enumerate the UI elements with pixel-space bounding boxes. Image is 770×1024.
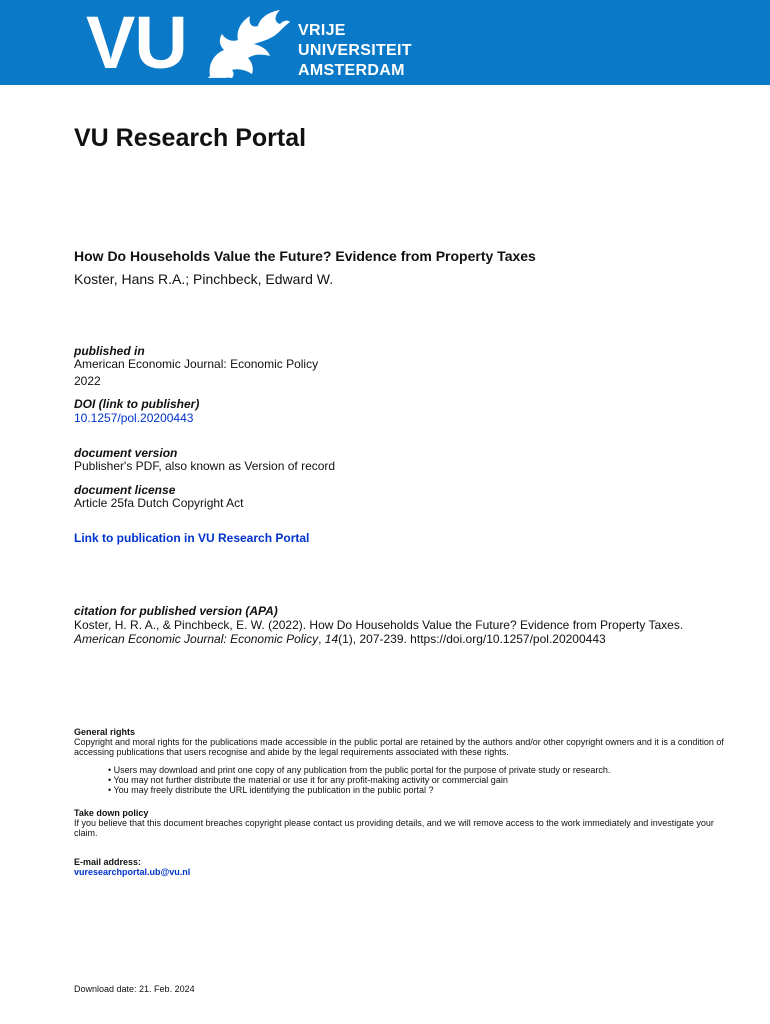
general-rights [74, 727, 724, 757]
takedown-body: If you believe that this document breaches copyright please contact us providing details, and we will remove access to the work immediately and investigate your claim. [74, 818, 714, 838]
institution-line: VRIJE [298, 22, 346, 39]
griffin-logo-icon [200, 6, 292, 80]
list-item: • You may not further distribute the material or use it for any profit-making activity or commercial gain [108, 775, 508, 785]
citation-text: Koster, H. R. A., & Pinchbeck, E. W. (2022). How Do Households Value the Future? Evidence from Property Taxes. [74, 618, 684, 632]
list-item: • Users may download and print one copy of any publication from the public portal for the purpose of private study or research. [108, 765, 611, 775]
institution-name [298, 21, 412, 81]
page-title: VU Research Portal [74, 124, 307, 152]
download-date: Download date: 21. Feb. 2024 [74, 984, 195, 994]
email-heading: E-mail address: [74, 857, 142, 867]
document-license-label: document license [74, 483, 176, 497]
email-link[interactable]: vuresearchportal.ub@vu.nl [74, 867, 191, 877]
publication-year: 2022 [74, 374, 101, 388]
document-license-value: Article 25fa Dutch Copyright Act [74, 496, 244, 510]
published-in-label: published in [74, 344, 145, 358]
doi-link[interactable]: 10.1257/pol.20200443 [74, 411, 194, 425]
citation-block [74, 604, 714, 646]
citation-journal: American Economic Journal: Economic Policy [74, 632, 319, 646]
citation-separator: , [318, 632, 325, 646]
paper-authors: Koster, Hans R.A.; Pinchbeck, Edward W. [74, 271, 334, 287]
institution-line: UNIVERSITEIT [298, 42, 412, 59]
institution-line: AMSTERDAM [298, 62, 405, 79]
portal-publication-link[interactable]: Link to publication in VU Research Portal [74, 531, 310, 545]
journal-name: American Economic Journal: Economic Policy [74, 357, 319, 371]
citation-pages-doi: (1), 207-239. https://doi.org/10.1257/pol.20200443 [338, 632, 606, 646]
takedown-policy [74, 808, 724, 838]
citation-volume: 14 [324, 632, 339, 646]
vu-logo-letters: VU [86, 1, 187, 84]
header-banner [0, 0, 770, 85]
general-rights-heading: General rights [74, 727, 136, 737]
doi-label: DOI (link to publisher) [74, 397, 200, 411]
document-version-label: document version [74, 446, 178, 460]
rights-bullet-list [108, 765, 708, 795]
email-block [74, 857, 190, 877]
paper-title: How Do Households Value the Future? Evidence from Property Taxes [74, 248, 536, 264]
takedown-heading: Take down policy [74, 808, 149, 818]
citation-label: citation for published version (APA) [74, 604, 278, 618]
list-item: • You may freely distribute the URL identifying the publication in the public portal ? [108, 785, 434, 795]
document-version-value: Publisher's PDF, also known as Version of record [74, 459, 336, 473]
general-rights-body: Copyright and moral rights for the publications made accessible in the public portal are retained by the authors and/or other copyright owners and it is a condition of accessing publications that users recognise and abide by the legal requirements associated with these rights. [74, 737, 724, 757]
